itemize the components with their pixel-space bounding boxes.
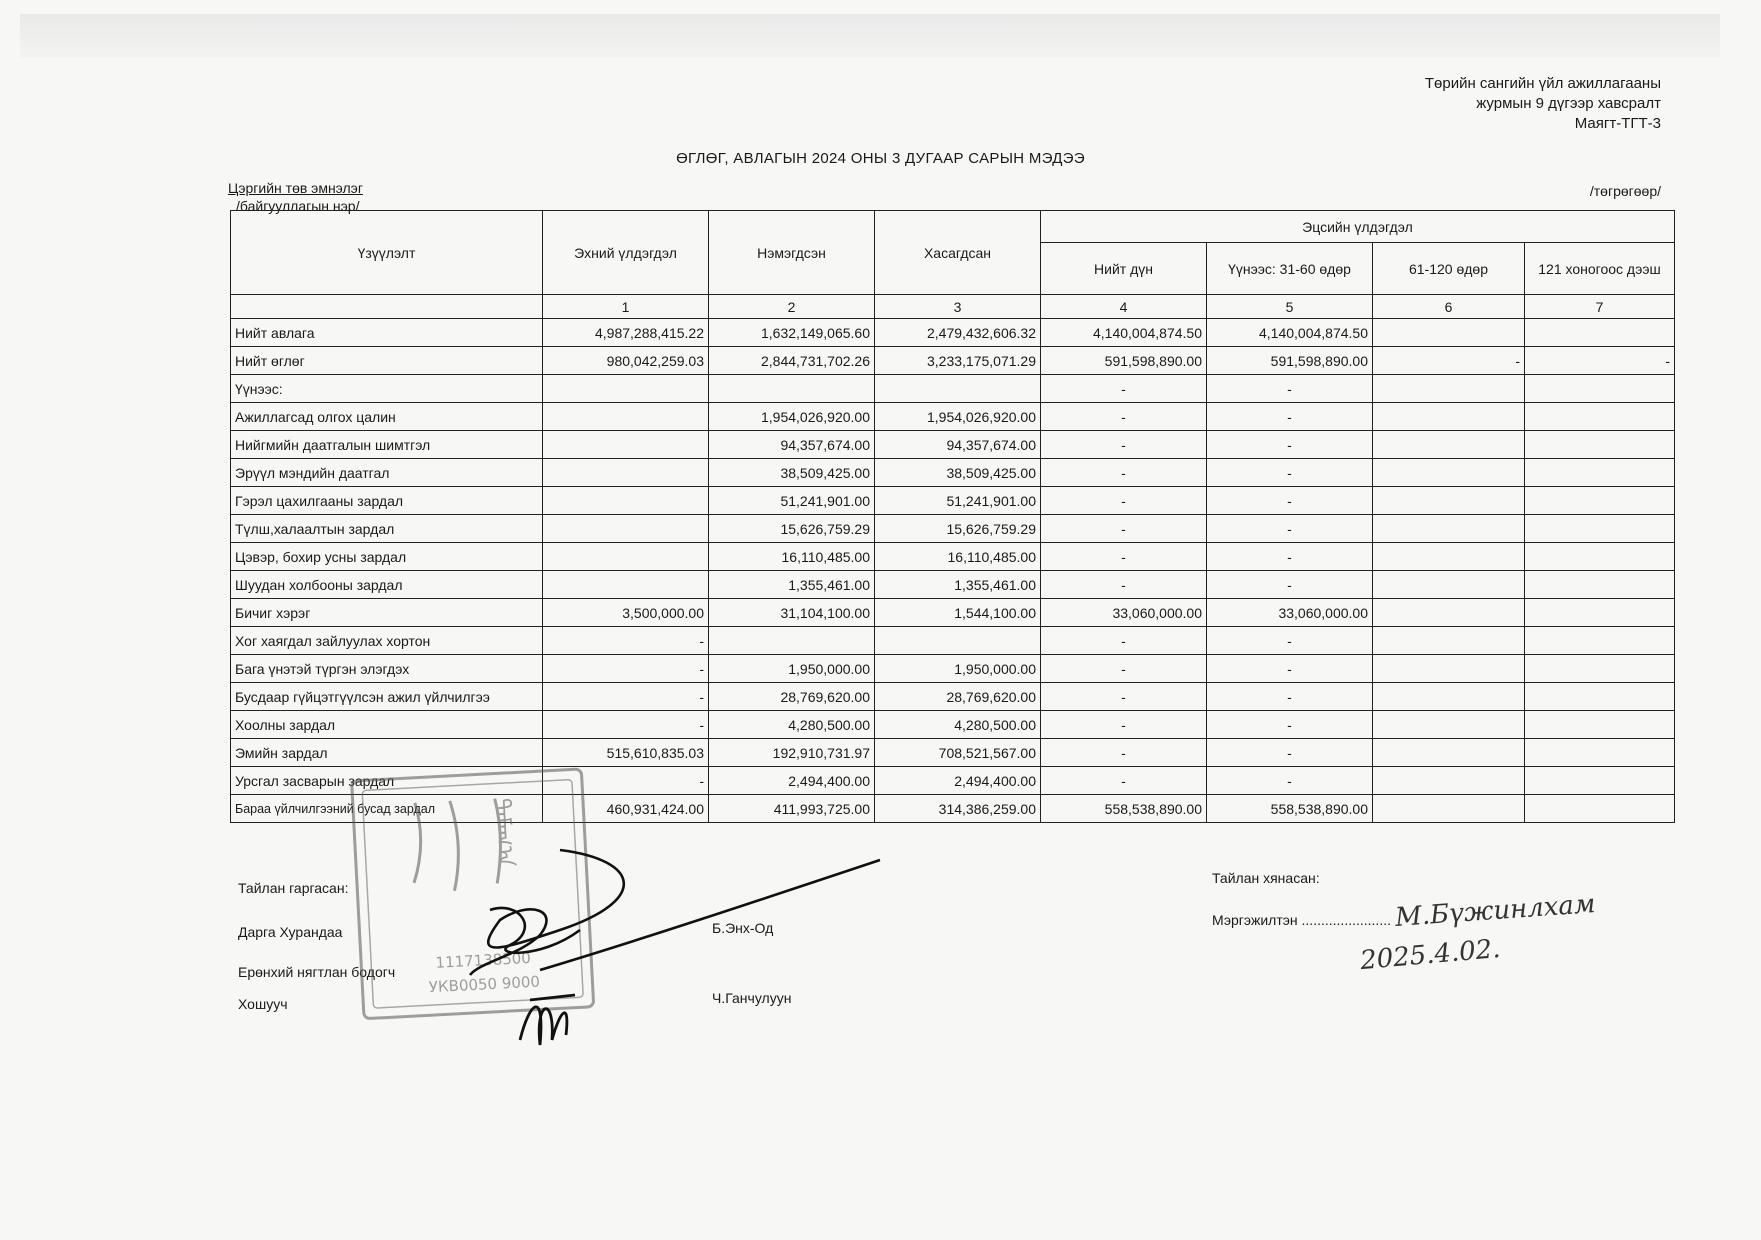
cell-c4: -	[1041, 515, 1207, 543]
cell-c3: 2,494,400.00	[875, 767, 1041, 795]
cell-c5: -	[1207, 655, 1373, 683]
cell-c5: -	[1207, 571, 1373, 599]
cell-c3: 1,355,461.00	[875, 571, 1041, 599]
row-indicator: Хоолны зардал	[231, 711, 543, 739]
cell-c2: 2,844,731,702.26	[709, 347, 875, 375]
cell-c4: -	[1041, 375, 1207, 403]
cell-c4: -	[1041, 655, 1207, 683]
cell-c1: 460,931,424.00	[543, 795, 709, 823]
accountant-signature	[520, 995, 575, 1045]
cell-c2: 1,954,026,920.00	[709, 403, 875, 431]
cell-c5: 4,140,004,874.50	[1207, 319, 1373, 347]
cell-c3: 4,280,500.00	[875, 711, 1041, 739]
cell-c4: -	[1041, 571, 1207, 599]
row-indicator: Үүнээс:	[231, 375, 543, 403]
cell-c2: 28,769,620.00	[709, 683, 875, 711]
cell-c1: 980,042,259.03	[543, 347, 709, 375]
cell-c2: 2,494,400.00	[709, 767, 875, 795]
cell-c4: -	[1041, 739, 1207, 767]
cell-c4: -	[1041, 767, 1207, 795]
cell-c3: 1,954,026,920.00	[875, 403, 1041, 431]
cell-c5: -	[1207, 375, 1373, 403]
cell-c2: 192,910,731.97	[709, 739, 875, 767]
cell-c3: 2,479,432,606.32	[875, 319, 1041, 347]
cell-c4: 558,538,890.00	[1041, 795, 1207, 823]
col-closing-group: Эцсийн үлдэгдэл	[1041, 211, 1675, 243]
accountant-name: Ч.Ганчулуун	[712, 990, 792, 1006]
review-date: 2025.4.02.	[1358, 933, 1502, 977]
cell-c1: 515,610,835.03	[543, 739, 709, 767]
index-cell: 2	[709, 295, 875, 319]
cell-c4: 4,140,004,874.50	[1041, 319, 1207, 347]
form-code: Маягт-ТГТ-3	[1574, 115, 1661, 132]
cell-c3: 51,241,901.00	[875, 487, 1041, 515]
row-indicator: Эмийн зардал	[231, 739, 543, 767]
cell-c5: -	[1207, 543, 1373, 571]
reference-line-2: журмын 9 дүгээр хавсралт	[1476, 95, 1661, 112]
col-opening: Эхний үлдэгдэл	[543, 211, 709, 295]
cell-c2: 15,626,759.29	[709, 515, 875, 543]
cell-c4: -	[1041, 543, 1207, 571]
col-121: 121 хоногоос дээш	[1525, 243, 1675, 295]
currency-unit: /төгрөгөөр/	[1589, 183, 1661, 199]
cell-c4: -	[1041, 683, 1207, 711]
specialist-dots: .......................	[1301, 912, 1391, 928]
document-title: ӨГЛӨГ, АВЛАГЫН 2024 ОНЫ 3 ДУГААР САРЫН МЭДЭЭ	[676, 150, 1085, 167]
cell-c4: -	[1041, 403, 1207, 431]
cell-c5: 591,598,890.00	[1207, 347, 1373, 375]
cell-c5: -	[1207, 711, 1373, 739]
index-cell: 5	[1207, 295, 1373, 319]
cell-c4: -	[1041, 711, 1207, 739]
organization-name: Цэргийн төв эмнэлэг	[228, 180, 363, 196]
cell-c4: -	[1041, 627, 1207, 655]
cell-c1: -	[543, 627, 709, 655]
cell-c2: 1,950,000.00	[709, 655, 875, 683]
cell-c5: -	[1207, 739, 1373, 767]
col-31-60: Үүнээс: 31-60 өдөр	[1207, 243, 1373, 295]
row-indicator: Эрүүл мэндийн даатгал	[231, 459, 543, 487]
cell-c5: -	[1207, 403, 1373, 431]
cell-c6: -	[1373, 347, 1525, 375]
cell-c2: 1,355,461.00	[709, 571, 875, 599]
cell-c5: -	[1207, 767, 1373, 795]
director-name: Б.Энх-Од	[712, 920, 774, 936]
cell-c2: 16,110,485.00	[709, 543, 875, 571]
director-signature	[470, 850, 880, 975]
index-cell: 1	[543, 295, 709, 319]
cell-c2: 1,632,149,065.60	[709, 319, 875, 347]
cell-c5: -	[1207, 683, 1373, 711]
cell-c1: -	[543, 683, 709, 711]
cell-c2: 38,509,425.00	[709, 459, 875, 487]
cell-c1: -	[543, 655, 709, 683]
index-cell: 6	[1373, 295, 1525, 319]
stamp-code-2: УКВ0050 9000	[428, 972, 541, 997]
cell-c3: 38,509,425.00	[875, 459, 1041, 487]
cell-c3: 708,521,567.00	[875, 739, 1041, 767]
index-cell: 4	[1041, 295, 1207, 319]
cell-c1: -	[543, 767, 709, 795]
row-indicator: Бичиг хэрэг	[231, 599, 543, 627]
cell-c5: -	[1207, 459, 1373, 487]
cell-c4: 33,060,000.00	[1041, 599, 1207, 627]
row-indicator: Нийт авлага	[231, 319, 543, 347]
cell-c3: 1,544,100.00	[875, 599, 1041, 627]
col-added: Нэмэгдсэн	[709, 211, 875, 295]
cell-c5: -	[1207, 627, 1373, 655]
cell-c3: 16,110,485.00	[875, 543, 1041, 571]
index-cell: 3	[875, 295, 1041, 319]
row-indicator: Шуудан холбооны зардал	[231, 571, 543, 599]
reference-line-1: Төрийн сангийн үйл ажиллагааны	[1424, 75, 1661, 92]
row-indicator: Түлш,халаалтын зардал	[231, 515, 543, 543]
row-indicator: Бага үнэтэй түргэн элэгдэх	[231, 655, 543, 683]
row-indicator: Нийт өглөг	[231, 347, 543, 375]
cell-c1: 4,987,288,415.22	[543, 319, 709, 347]
specialist-signature: М.Бүжинлхам	[1394, 889, 1597, 933]
col-reduced: Хасагдсан	[875, 211, 1041, 295]
cell-c2: 94,357,674.00	[709, 431, 875, 459]
cell-c5: -	[1207, 515, 1373, 543]
cell-c3: 94,357,674.00	[875, 431, 1041, 459]
col-61-120: 61-120 өдөр	[1373, 243, 1525, 295]
cell-c7: -	[1525, 347, 1675, 375]
accountant-label: Ерөнхий нягтлан бодогч	[238, 964, 396, 980]
specialist-title: Мэргэжилтэн	[1212, 912, 1298, 928]
cell-c3: 28,769,620.00	[875, 683, 1041, 711]
row-indicator: Хог хаягдал зайлуулах хортон	[231, 627, 543, 655]
director-label: Дарга Хурандаа	[238, 924, 343, 940]
row-indicator: Цэвэр, бохир усны зардал	[231, 543, 543, 571]
cell-c4: 591,598,890.00	[1041, 347, 1207, 375]
cell-c5: -	[1207, 431, 1373, 459]
cell-c5: -	[1207, 487, 1373, 515]
organization-caption: /байгууллагын нэр/	[236, 198, 360, 214]
cell-c4: -	[1041, 431, 1207, 459]
cell-c2: 51,241,901.00	[709, 487, 875, 515]
prepared-label: Тайлан гаргасан:	[238, 880, 349, 896]
svg-text:ᠲᠠᠮᠠᠭ᠎ᠠ: ᠲᠠᠮᠠᠭ᠎ᠠ	[488, 797, 518, 868]
index-cell: 7	[1525, 295, 1675, 319]
cell-c2: 411,993,725.00	[709, 795, 875, 823]
cell-c1: 3,500,000.00	[543, 599, 709, 627]
cell-c1: -	[543, 711, 709, 739]
reviewed-label: Тайлан хянасан:	[1212, 870, 1320, 886]
stamp-code-1: 1117138500	[435, 948, 532, 972]
cell-c2: 31,104,100.00	[709, 599, 875, 627]
row-indicator: Бусдаар гүйцэтгүүлсэн ажил үйлчилгээ	[231, 683, 543, 711]
cell-c4: -	[1041, 459, 1207, 487]
cell-c3: 15,626,759.29	[875, 515, 1041, 543]
official-stamp	[352, 769, 594, 1019]
accountant-rank: Хошууч	[238, 996, 288, 1012]
cell-c3: 1,950,000.00	[875, 655, 1041, 683]
row-indicator: Бараа үйлчилгээний бусад зардал	[231, 795, 543, 823]
cell-c3: 3,233,175,071.29	[875, 347, 1041, 375]
col-total: Нийт дүн	[1041, 243, 1207, 295]
col-indicator: Үзүүлэлт	[231, 211, 543, 295]
row-indicator: Урсгал засварын зардал	[231, 767, 543, 795]
row-indicator: Ажиллагсад олгох цалин	[231, 403, 543, 431]
cell-c5: 558,538,890.00	[1207, 795, 1373, 823]
row-indicator: Нийгмийн даатгалын шимтгэл	[231, 431, 543, 459]
cell-c2: 4,280,500.00	[709, 711, 875, 739]
cell-c4: -	[1041, 487, 1207, 515]
row-indicator: Гэрэл цахилгааны зардал	[231, 487, 543, 515]
cell-c5: 33,060,000.00	[1207, 599, 1373, 627]
cell-c3: 314,386,259.00	[875, 795, 1041, 823]
